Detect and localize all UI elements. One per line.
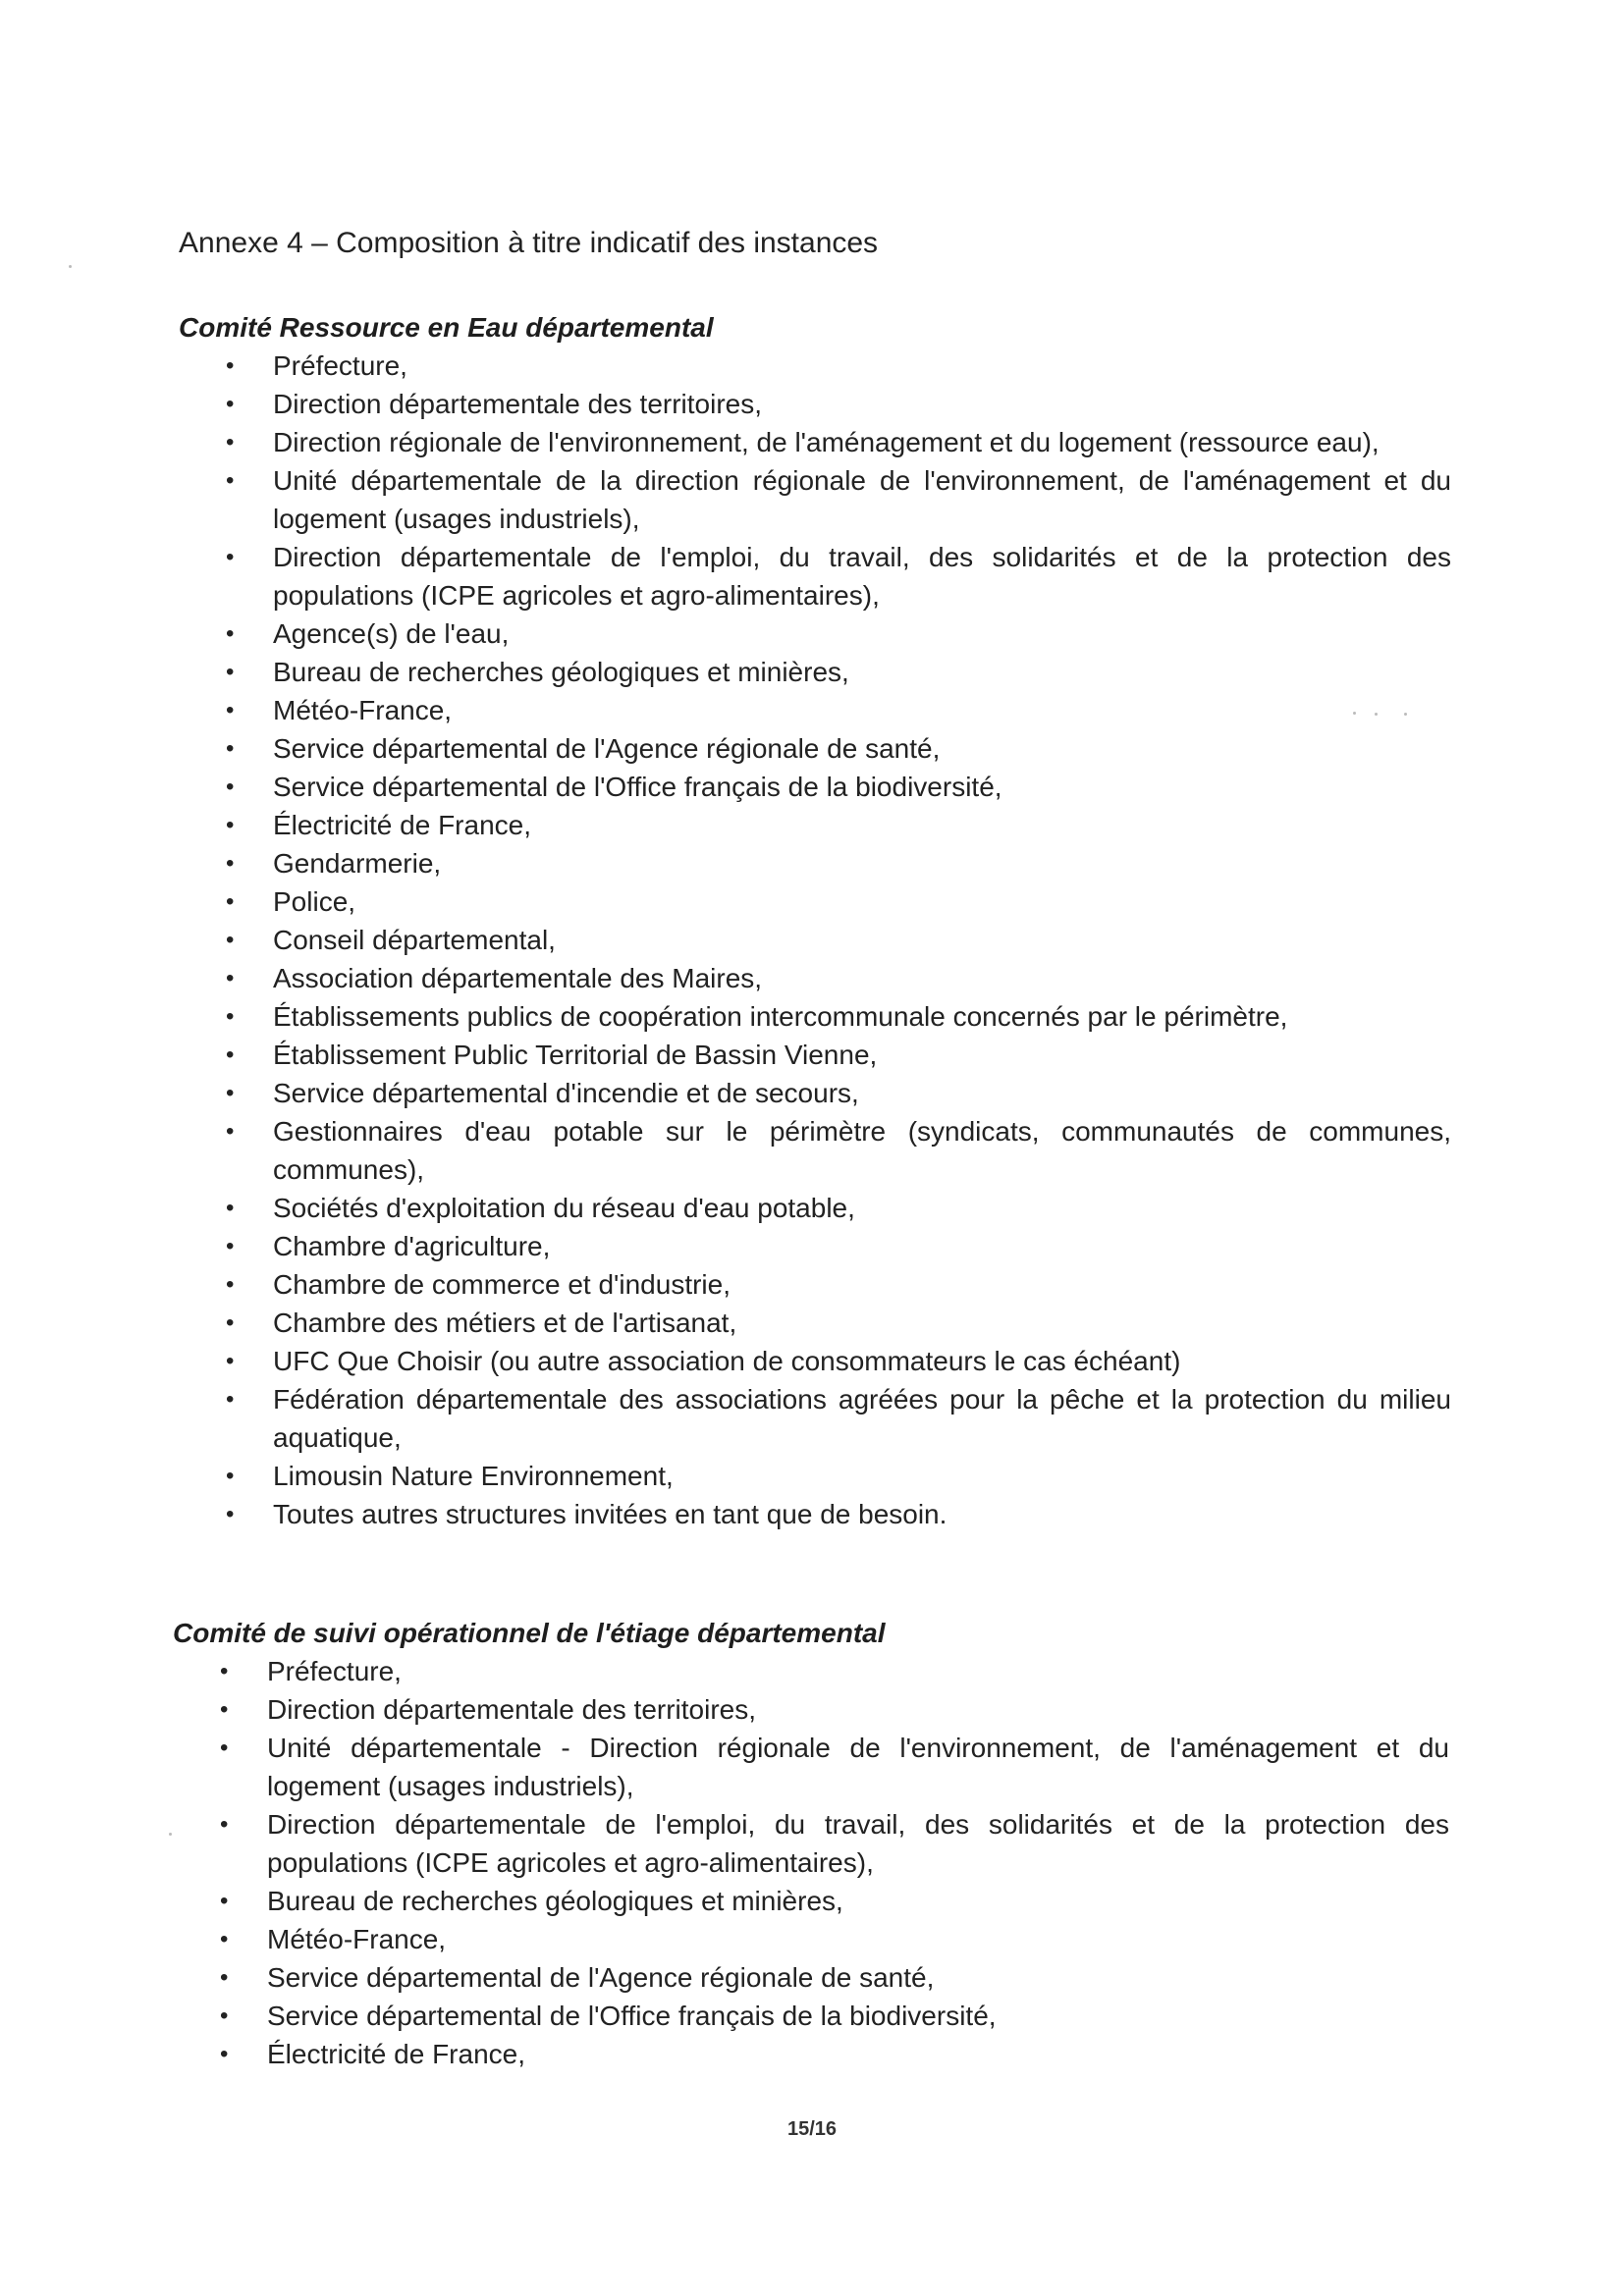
list-item-text: Unité départementale de la direction régionale de l'environnement, de l'aménagement et du logement (usages industriels), [273, 465, 1451, 534]
bullet-icon: • [226, 927, 235, 953]
bullet-icon: • [226, 1118, 235, 1145]
bullet-icon: • [226, 965, 235, 991]
bullet-icon: • [220, 1964, 229, 1991]
section-comite-ressource-eau [179, 308, 1455, 1533]
list-item [179, 1189, 1451, 1227]
list-item-text: Électricité de France, [267, 2039, 525, 2069]
list-item [179, 1342, 1451, 1380]
list-item [179, 921, 1451, 959]
list-item-text: Chambre des métiers et de l'artisanat, [273, 1308, 737, 1338]
list-item-text: Gendarmerie, [273, 848, 442, 879]
list-item [173, 1652, 1449, 1690]
page-number: 15/16 [786, 2118, 838, 2140]
list-item-text: Service départemental d'incendie et de secours, [273, 1078, 859, 1108]
bullet-icon: • [220, 1888, 229, 1914]
list-item [173, 1958, 1449, 1997]
list-item [173, 1729, 1449, 1805]
page-title: Annexe 4 – Composition à titre indicatif des instances [179, 227, 879, 259]
list-item [179, 653, 1451, 691]
bullet-icon: • [226, 659, 235, 685]
list-item-text: Service départemental de l'Agence régionale de santé, [273, 733, 941, 764]
bullet-list [173, 1652, 1449, 2073]
bullet-icon: • [226, 1463, 235, 1489]
bullet-icon: • [220, 2002, 229, 2029]
list-item-text: Fédération départementale des associations agréées pour la pêche et la protection du milieu aquatique, [273, 1384, 1451, 1453]
list-item [173, 1997, 1449, 2035]
list-item [173, 1690, 1449, 1729]
list-item [179, 691, 1451, 729]
bullet-icon: • [226, 1348, 235, 1374]
list-item [179, 538, 1451, 614]
bullet-icon: • [226, 1233, 235, 1259]
bullet-icon: • [220, 1696, 229, 1723]
list-item [179, 959, 1451, 997]
list-item-text: Agence(s) de l'eau, [273, 618, 510, 649]
list-item [179, 1036, 1451, 1074]
list-item [179, 1380, 1451, 1457]
list-item-text: Météo-France, [267, 1924, 447, 1954]
bullet-icon: • [220, 1658, 229, 1684]
section-heading: Comité Ressource en Eau départemental [179, 312, 714, 343]
list-item-text: Unité départementale - Direction régionale de l'environnement, de l'aménagement et du logement (usages industriels), [267, 1733, 1449, 1801]
list-item-text: Chambre d'agriculture, [273, 1231, 551, 1261]
list-item-text: Conseil départemental, [273, 925, 556, 955]
list-item-text: Établissements publics de coopération intercommunale concernés par le périmètre, [273, 1001, 1288, 1032]
list-item-text: Limousin Nature Environnement, [273, 1461, 674, 1491]
bullet-icon: • [226, 429, 235, 455]
bullet-icon: • [220, 2041, 229, 2067]
list-item [179, 997, 1451, 1036]
list-item [179, 882, 1451, 921]
list-item [179, 423, 1451, 461]
bullet-icon: • [226, 1003, 235, 1030]
bullet-icon: • [226, 850, 235, 877]
list-item-text: Direction départementale de l'emploi, du travail, des solidarités et de la protection des populations (ICPE agricoles et agro-alimentaires), [273, 542, 1451, 611]
list-item-text: Police, [273, 886, 356, 917]
list-item [179, 614, 1451, 653]
bullet-icon: • [226, 352, 235, 379]
list-item [179, 1457, 1451, 1495]
list-item-text: Sociétés d'exploitation du réseau d'eau potable, [273, 1193, 855, 1223]
list-item-text: Gestionnaires d'eau potable sur le périmètre (syndicats, communautés de communes, communes), [273, 1116, 1451, 1185]
list-item-text: Bureau de recherches géologiques et minières, [267, 1886, 843, 1916]
scan-speck [1353, 712, 1356, 715]
bullet-icon: • [226, 697, 235, 723]
list-item-text: Direction départementale des territoires, [267, 1694, 757, 1725]
list-item-text: Électricité de France, [273, 810, 531, 840]
scan-speck [169, 1833, 172, 1836]
list-item-text: Chambre de commerce et d'industrie, [273, 1269, 731, 1300]
list-item-text: UFC Que Choisir (ou autre association de consommateurs le cas échéant) [273, 1346, 1181, 1376]
list-item [179, 461, 1451, 538]
list-item [179, 1304, 1451, 1342]
list-item [173, 1882, 1449, 1920]
list-item [173, 1805, 1449, 1882]
section-heading: Comité de suivi opérationnel de l'étiage départemental [173, 1618, 886, 1648]
list-item [179, 1074, 1451, 1112]
bullet-icon: • [226, 1271, 235, 1298]
list-item-text: Préfecture, [273, 350, 407, 381]
bullet-icon: • [226, 544, 235, 570]
list-item [173, 1920, 1449, 1958]
bullet-list [179, 347, 1455, 1533]
bullet-icon: • [226, 1309, 235, 1336]
list-item-text: Direction départementale des territoires, [273, 389, 763, 419]
bullet-icon: • [226, 1501, 235, 1527]
list-item-text: Préfecture, [267, 1656, 402, 1686]
list-item [179, 729, 1451, 768]
bullet-icon: • [226, 1041, 235, 1068]
bullet-icon: • [226, 1386, 235, 1413]
list-item-text: Association départementale des Maires, [273, 963, 763, 993]
list-item-text: Direction régionale de l'environnement, de l'aménagement et du logement (ressource eau), [273, 427, 1380, 457]
list-item [179, 347, 1451, 385]
list-item-text: Bureau de recherches géologiques et minières, [273, 657, 849, 687]
list-item-text: Établissement Public Territorial de Bassin Vienne, [273, 1040, 878, 1070]
list-item-text: Service départemental de l'Agence régionale de santé, [267, 1962, 935, 1993]
list-item-text: Météo-France, [273, 695, 453, 725]
bullet-icon: • [220, 1926, 229, 1952]
bullet-icon: • [226, 620, 235, 647]
scan-speck [1375, 713, 1378, 716]
list-item-text: Direction départementale de l'emploi, du travail, des solidarités et de la protection des populations (ICPE agricoles et agro-alimentaires), [267, 1809, 1449, 1878]
list-item [179, 844, 1451, 882]
bullet-icon: • [226, 467, 235, 494]
scan-speck [1404, 713, 1407, 716]
bullet-icon: • [220, 1735, 229, 1761]
list-item [179, 1495, 1451, 1533]
list-item [179, 1265, 1451, 1304]
list-item-text: Toutes autres structures invitées en tant que de besoin. [273, 1499, 947, 1529]
list-item [179, 385, 1451, 423]
list-item [179, 806, 1451, 844]
bullet-icon: • [226, 1195, 235, 1221]
bullet-icon: • [226, 812, 235, 838]
list-item [179, 768, 1451, 806]
list-item [173, 2035, 1449, 2073]
bullet-icon: • [226, 888, 235, 915]
bullet-icon: • [226, 774, 235, 800]
bullet-icon: • [226, 1080, 235, 1106]
bullet-icon: • [226, 391, 235, 417]
bullet-icon: • [220, 1811, 229, 1838]
list-item [179, 1227, 1451, 1265]
scan-speck [69, 265, 72, 268]
bullet-icon: • [226, 735, 235, 762]
list-item-text: Service départemental de l'Office français de la biodiversité, [267, 2001, 997, 2031]
list-item-text: Service départemental de l'Office français de la biodiversité, [273, 772, 1002, 802]
list-item [179, 1112, 1451, 1189]
section-comite-suivi-etiage [173, 1614, 1449, 2073]
